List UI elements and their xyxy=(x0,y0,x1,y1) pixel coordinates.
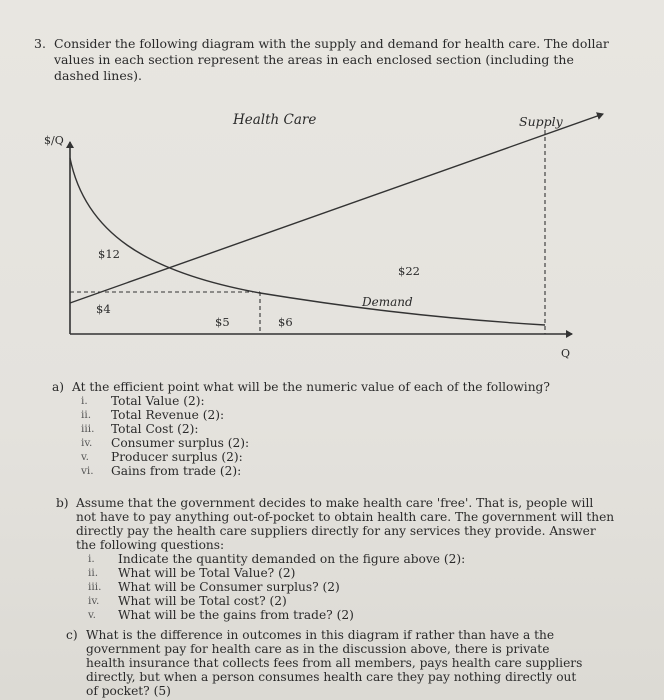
list-item xyxy=(81,394,612,408)
area-label-5: $5 xyxy=(215,315,230,329)
list-text: Total Revenue (2): xyxy=(111,408,225,422)
list-item xyxy=(81,436,612,450)
part-a-letter: a) xyxy=(52,380,65,394)
part-b-prompt: Assume that the government decides to make health care 'free'. That is, people will not have to pay anything out-of-pocket to obtain health care. The government will then directly pay the health care suppliers directly for any services they provide. Answer the following questions: xyxy=(76,496,615,552)
area-label-4: $4 xyxy=(96,302,111,316)
list-item xyxy=(88,566,616,580)
supply-curve xyxy=(70,114,603,303)
list-numeral: i. xyxy=(81,395,88,407)
list-text: Gains from trade (2): xyxy=(111,464,242,478)
list-numeral: iv. xyxy=(88,595,100,607)
part-b xyxy=(56,496,616,622)
list-numeral: v. xyxy=(88,609,97,621)
question-intro xyxy=(34,36,614,84)
list-item xyxy=(81,408,612,422)
y-axis-label: $/Q xyxy=(44,134,64,147)
list-text: What will be Consumer surplus? (2) xyxy=(118,580,340,594)
list-numeral: v. xyxy=(81,451,90,463)
part-c xyxy=(66,628,586,698)
area-label-6: $6 xyxy=(278,315,293,329)
list-text: Total Value (2): xyxy=(111,394,205,408)
area-label-12: $12 xyxy=(98,247,120,261)
list-text: What will be Total cost? (2) xyxy=(118,594,287,608)
list-item xyxy=(88,608,616,622)
list-numeral: iv. xyxy=(81,437,93,449)
part-a xyxy=(52,380,612,478)
diagram-title: Health Care xyxy=(233,112,317,128)
list-text: Indicate the quantity demanded on the figure above (2): xyxy=(118,552,466,566)
list-text: Producer surplus (2): xyxy=(111,450,243,464)
list-text: Consumer surplus (2): xyxy=(111,436,250,450)
list-text: What will be the gains from trade? (2) xyxy=(118,608,354,622)
list-text: Total Cost (2): xyxy=(111,422,199,436)
question-number: 3. xyxy=(34,36,46,51)
list-numeral: iii. xyxy=(81,423,95,435)
x-axis-label: Q xyxy=(561,347,571,360)
list-item xyxy=(88,594,616,608)
part-b-letter: b) xyxy=(56,496,69,510)
supply-label: Supply xyxy=(519,114,563,129)
question-text: Consider the following diagram with the supply and demand for health care. The dollar values in each section represent the areas in each enclosed section (including the dashed lines). xyxy=(54,36,609,83)
list-numeral: ii. xyxy=(88,567,99,579)
list-numeral: iii. xyxy=(88,581,102,593)
part-a-prompt: At the efficient point what will be the numeric value of each of the following? xyxy=(72,380,550,394)
part-c-letter: c) xyxy=(66,628,78,642)
list-numeral: ii. xyxy=(81,409,92,421)
list-numeral: vi. xyxy=(81,465,94,477)
part-c-prompt: What is the difference in outcomes in this diagram if rather than have a the government pay for health care as in the discussion above, there is private health insurance that collects fees from all members, pays health care suppliers directly, but when a person consumes health care they pay nothing directly out of pocket? (5) xyxy=(86,628,583,698)
list-item xyxy=(81,422,612,436)
list-text: What will be Total Value? (2) xyxy=(118,566,296,580)
demand-label: Demand xyxy=(362,295,413,309)
list-item xyxy=(88,552,616,566)
list-item xyxy=(88,580,616,594)
demand-curve xyxy=(70,158,545,325)
supply-demand-diagram xyxy=(0,96,664,366)
list-item xyxy=(81,450,612,464)
area-label-22: $22 xyxy=(398,264,420,278)
list-item xyxy=(81,464,612,478)
list-numeral: i. xyxy=(88,553,95,565)
